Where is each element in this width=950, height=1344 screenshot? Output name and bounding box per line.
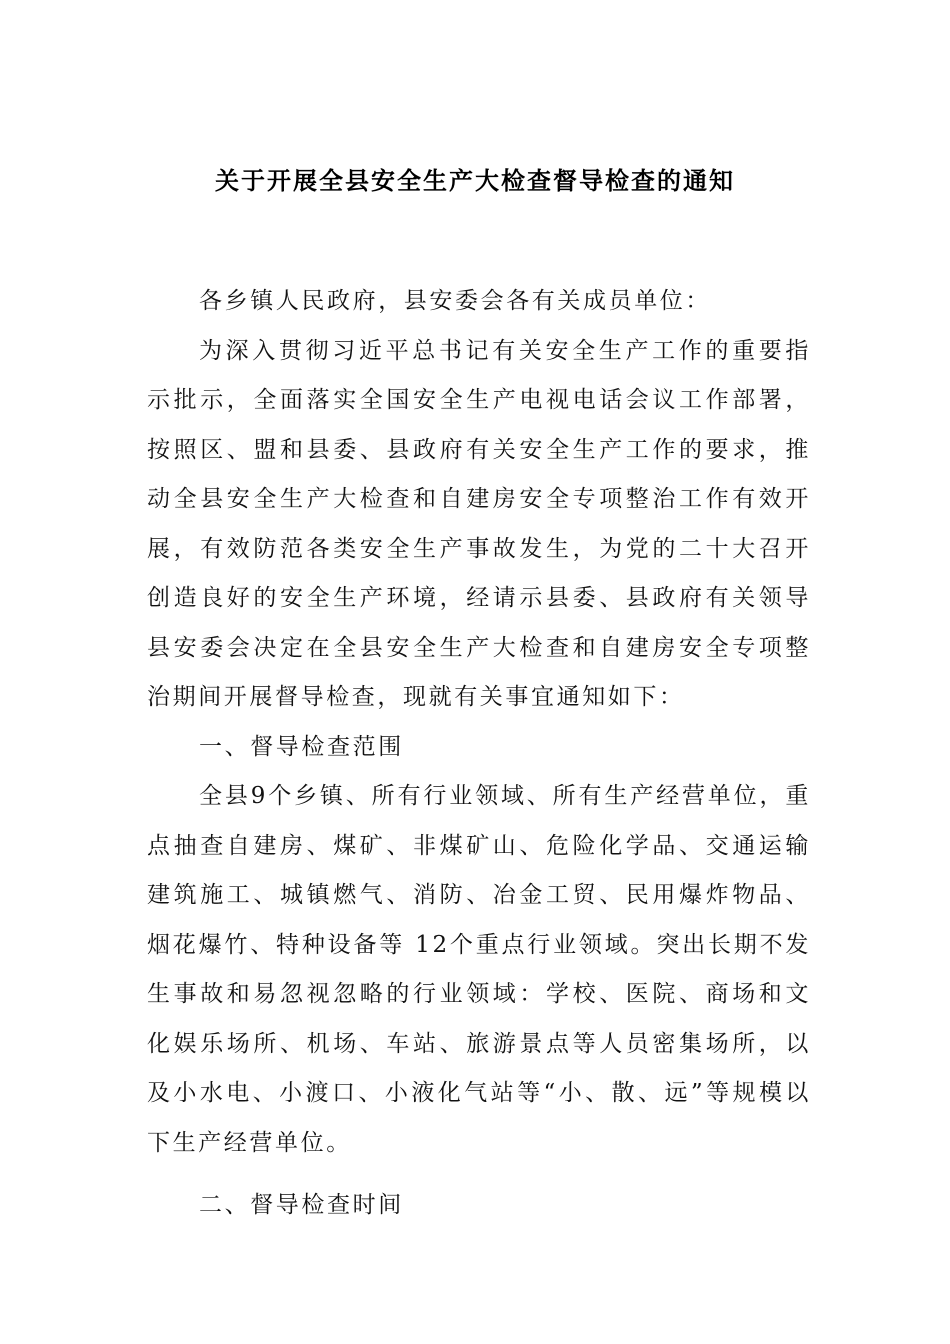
document-title: 关于开展全县安全生产大检查督导检查的通知 [215, 166, 735, 195]
section-spacer [147, 1168, 811, 1181]
section-1-body: 全县9个乡镇、所有行业领域、所有生产经营单位，重点抽查自建房、煤矿、非煤矿山、危险化学品、交通运输建筑施工、城镇燃气、消防、冶金工贸、民用爆炸物品、烟花爆竹、特种设备等 12个重点行业领域。突出长期不发生事故和易忽视忽略的行业领域：学校、医院、商场和文化娱乐场所、机场、车站、旅游景点等人员密集场所，以及小水电、小渡口、小液化气站等“小、散、远”等规模以下生产经营单位。 [147, 783, 811, 1156]
salutation: 各乡镇人民政府，县安委会各有关成员单位： [199, 288, 711, 314]
document-body [147, 277, 811, 1231]
section-1-heading: 一、督导检查范围 [199, 733, 404, 760]
intro-paragraph: 为深入贯彻习近平总书记有关安全生产工作的重要指示批示，全面落实全国安全生产电视电话会议工作部署，按照区、盟和县委、县政府有关安全生产工作的要求，推动全县安全生产大检查和自建房安全专项整治工作有效开展，有效防范各类安全生产事故发生，为党的二十大召开创造良好的安全生产环境，经请示县委、县政府有关领导县安委会决定在全县安全生产大检查和自建房安全专项整治期间开展督导检查，现就有关事宜通知如下： [147, 337, 811, 710]
section-2-heading: 二、督导检查时间 [199, 1192, 404, 1218]
